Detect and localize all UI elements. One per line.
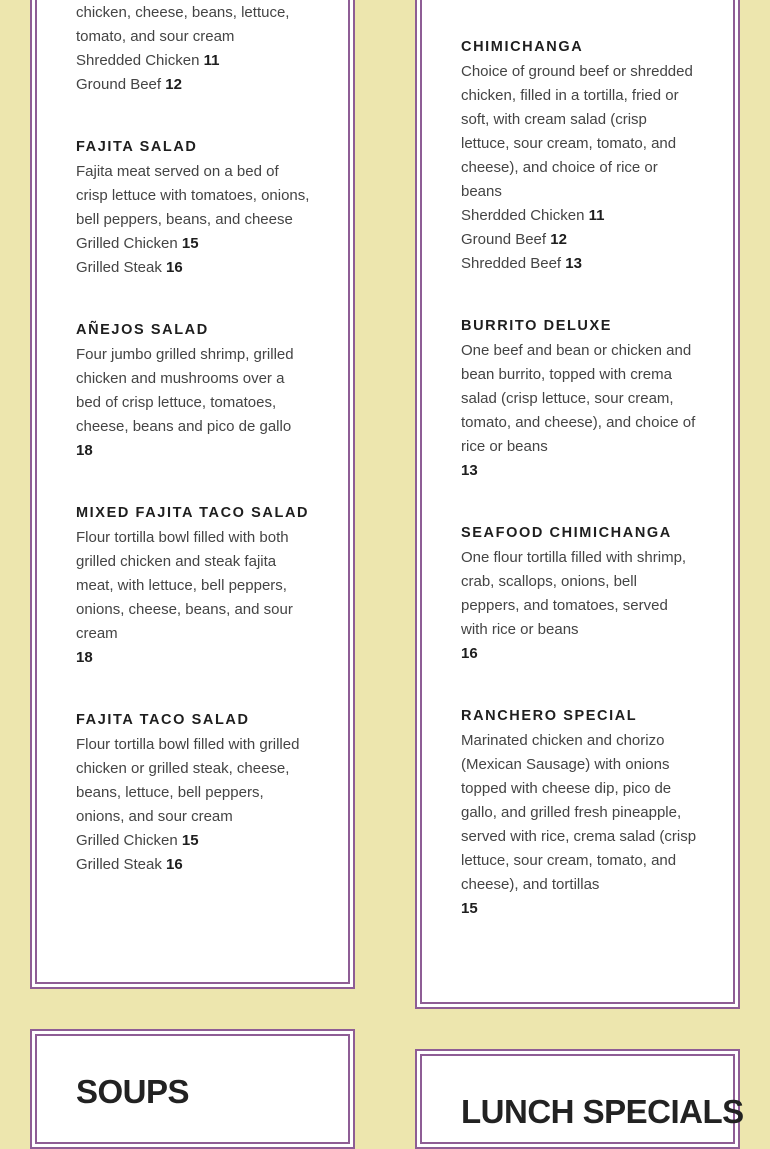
price-value: 12: [165, 76, 182, 93]
price-label: Grilled Steak: [76, 856, 162, 873]
menu-item-fajita-salad: [76, 135, 312, 280]
price-line: [461, 204, 697, 228]
price-label: Ground Beef: [461, 231, 547, 248]
price-line: [76, 256, 312, 280]
price-line: [76, 232, 312, 256]
item-description: One beef and bean or chicken and bean burrito, topped with crema salad (crisp lettuce, sour cream, tomato, and cheese), and choice of rice or beans: [461, 342, 696, 455]
price-value: 12: [550, 231, 567, 248]
item-description: Fajita meat served on a bed of crisp lettuce with tomatoes, onions, bell peppers, beans, and cheese: [76, 163, 310, 228]
price-value: 18: [76, 649, 93, 666]
price-line: [461, 642, 697, 666]
item-description: Marinated chicken and chorizo (Mexican Sausage) with onions topped with cheese dip, pico de gallo, and grilled fresh pineapple, served with rice, crema salad (crisp lettuce, sour cream, tomato, and cheese), and tortillas: [461, 732, 697, 893]
item-name: CHIMICHANGA: [461, 39, 584, 55]
price-line: [461, 228, 697, 252]
item-description: Four jumbo grilled shrimp, grilled chicken and mushrooms over a bed of crisp lettuce, tomatoes, cheese, beans and pico de gallo: [76, 346, 294, 435]
soups-card: [30, 1029, 355, 1149]
price-line: [76, 439, 312, 463]
menu-item-fajita-taco-salad: [76, 708, 312, 877]
item-name: AÑEJOS SALAD: [76, 322, 209, 338]
price-value: 13: [565, 255, 582, 272]
item-description: Choice of ground beef or shredded chicken, filled in a tortilla, fried or soft, with cream salad (crisp lettuce, sour cream, tomato, and cheese), and choice of rice or beans: [461, 63, 693, 200]
item-description: Flour tortilla bowl filled with grilled chicken or grilled steak, cheese, beans, lettuce, bell peppers, onions, and sour cream: [76, 736, 300, 825]
price-label: Sherdded Chicken: [461, 207, 585, 224]
price-value: 15: [181, 832, 199, 849]
price-label: Grilled Steak: [76, 259, 162, 276]
menu-item-mixed-fajita-taco-salad: [76, 501, 312, 670]
item-description: chicken, cheese, beans, lettuce, tomato, and sour cream: [76, 4, 290, 45]
price-line: [461, 459, 697, 483]
menu-item-chimichanga: [461, 35, 697, 276]
salads-list: [76, 1, 312, 915]
entrees-card: [415, 0, 740, 1009]
section-title-soups: SOUPS: [76, 1073, 190, 1110]
item-description: Flour tortilla bowl filled with both grilled chicken and steak fajita meat, with lettuce, bell peppers, onions, cheese, beans, and sour cream: [76, 529, 293, 642]
item-name: FAJITA TACO SALAD: [76, 712, 250, 728]
item-name: RANCHERO SPECIAL: [461, 708, 638, 724]
price-label: Shredded Beef: [461, 255, 562, 272]
menu-item-anejos-salad: [76, 318, 312, 463]
menu-item-fragment: [76, 1, 312, 97]
item-name: MIXED FAJITA TACO SALAD: [76, 505, 310, 521]
price-value: 11: [203, 52, 220, 69]
entrees-list: [461, 35, 697, 959]
item-name: FAJITA SALAD: [76, 139, 198, 155]
price-value: 15: [461, 900, 478, 917]
price-line: [76, 646, 312, 670]
price-label: Grilled Chicken: [76, 832, 178, 849]
price-label: Grilled Chicken: [76, 235, 178, 252]
price-line: [76, 829, 312, 853]
price-value: 16: [461, 645, 478, 662]
price-label: Shredded Chicken: [76, 52, 200, 69]
section-title-lunch-specials: LUNCH SPECIALS: [461, 1093, 744, 1130]
price-line: [76, 49, 312, 73]
item-name: SEAFOOD CHIMICHANGA: [461, 525, 672, 541]
price-value: 13: [461, 462, 478, 479]
menu-item-burrito-deluxe: [461, 314, 697, 483]
price-line: [76, 853, 312, 877]
price-value: 18: [76, 442, 93, 459]
salads-card: [30, 0, 355, 989]
price-value: 16: [166, 856, 183, 873]
price-label: Ground Beef: [76, 76, 162, 93]
item-description: One flour tortilla filled with shrimp, crab, scallops, onions, bell peppers, and tomatoes, served with rice or beans: [461, 549, 687, 638]
price-value: 16: [166, 259, 183, 276]
lunch-specials-card: [415, 1049, 744, 1149]
price-value: 15: [181, 235, 199, 252]
price-line: [76, 73, 312, 97]
menu-item-ranchero-special: [461, 704, 697, 921]
price-line: [461, 897, 697, 921]
price-value: 11: [588, 207, 605, 224]
menu-item-seafood-chimichanga: [461, 521, 697, 666]
item-name: BURRITO DELUXE: [461, 318, 613, 334]
price-line: [461, 252, 697, 276]
